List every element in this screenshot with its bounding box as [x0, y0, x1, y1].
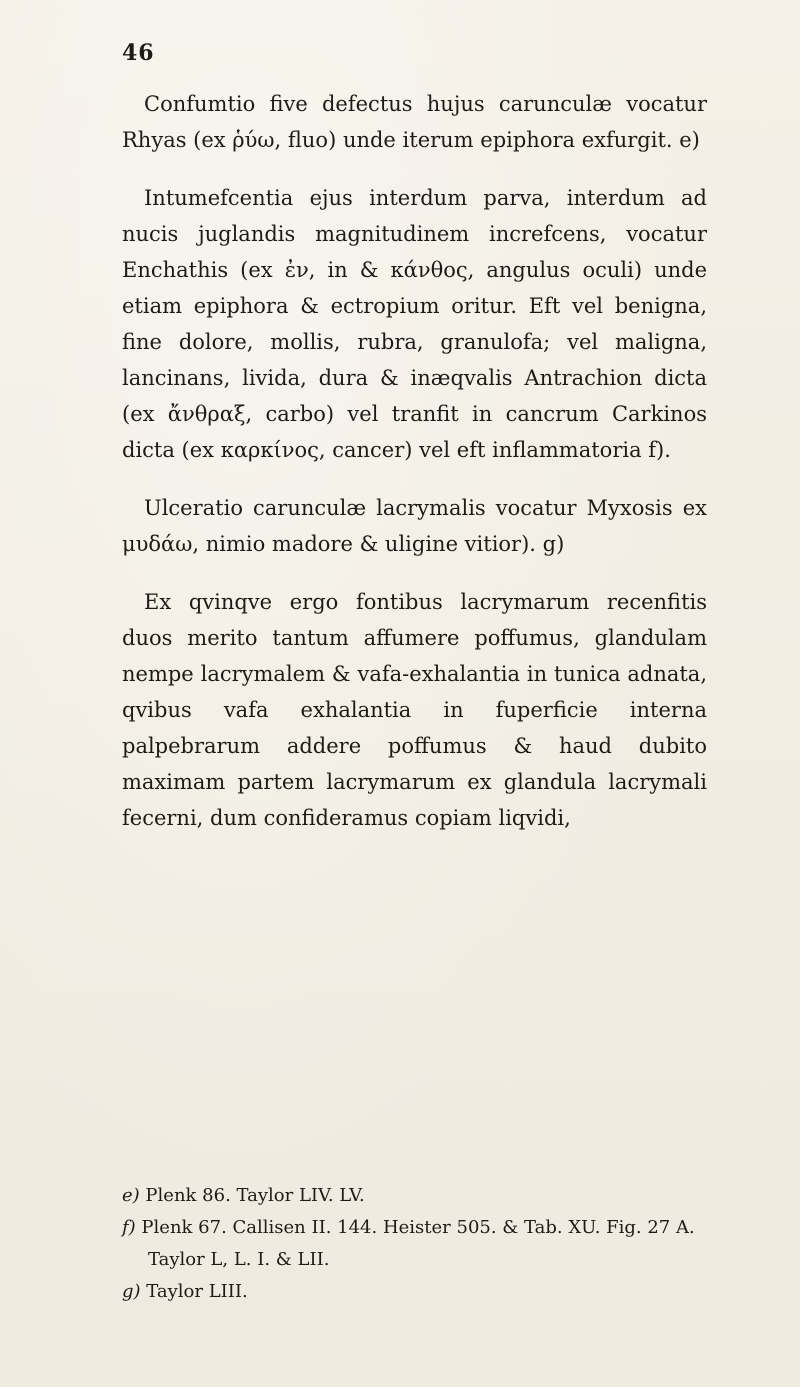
footnote-text: Plenk 86. Taylor LIV. LV. [145, 1185, 365, 1206]
paragraph-enchathis: Intumefcentia ejus interdum parva, interdum ad nucis juglandis magnitudinem increfcens, vocatur Enchathis (ex ἐν, in & κάνθος, angulus oculi) unde etiam epiphora & ectropium oritur. Eft vel benigna, fine dolore, mollis, rubra, granulofa; vel maligna, lancinans, livida, dura & inæqvalis Antrachion dicta (ex ἄνθραξ, carbo) vel tranfit in cancrum Carkinos dicta (ex καρκίνος, cancer) vel eft inflammatoria f). [122, 186, 707, 462]
paragraph-rhyas: Confumtio five defectus hujus carunculæ vocatur Rhyas (ex ῥύω, fluo) unde iterum epiphora exfurgit. e) [122, 92, 707, 152]
footnote-text: Taylor LIII. [146, 1281, 248, 1302]
footnote-label: e) [122, 1185, 140, 1206]
page-number: 46 [122, 40, 155, 66]
paragraph-myxosis: Ulceratio carunculæ lacrymalis vocatur Myxosis ex μυδάω, nimio madore & uligine vitior). g) [122, 496, 707, 556]
footnote-text: Plenk 67. Callisen II. 144. Heister 505. & Tab. XU. Fig. 27 A. Taylor L, L. I. & LII. [141, 1217, 695, 1270]
main-text [122, 86, 707, 836]
footnote-label: f) [122, 1217, 136, 1238]
footnotes [122, 1180, 722, 1308]
footnote-g [122, 1276, 722, 1308]
footnote-e [122, 1180, 722, 1212]
footnote-f [122, 1212, 722, 1276]
paragraph-fontes-lacrymarum: Ex qvinqve ergo fontibus lacrymarum recenfitis duos merito tantum affumere poffumus, glandulam nempe lacrymalem & vafa-exhalantia in tunica adnata, qvibus vafa exhalantia in fuperficie interna palpebrarum addere poffumus & haud dubito maximam partem lacrymarum ex glandula lacrymali fecerni, dum confideramus copiam liqvidi, [122, 590, 707, 830]
footnote-label: g) [122, 1281, 141, 1302]
